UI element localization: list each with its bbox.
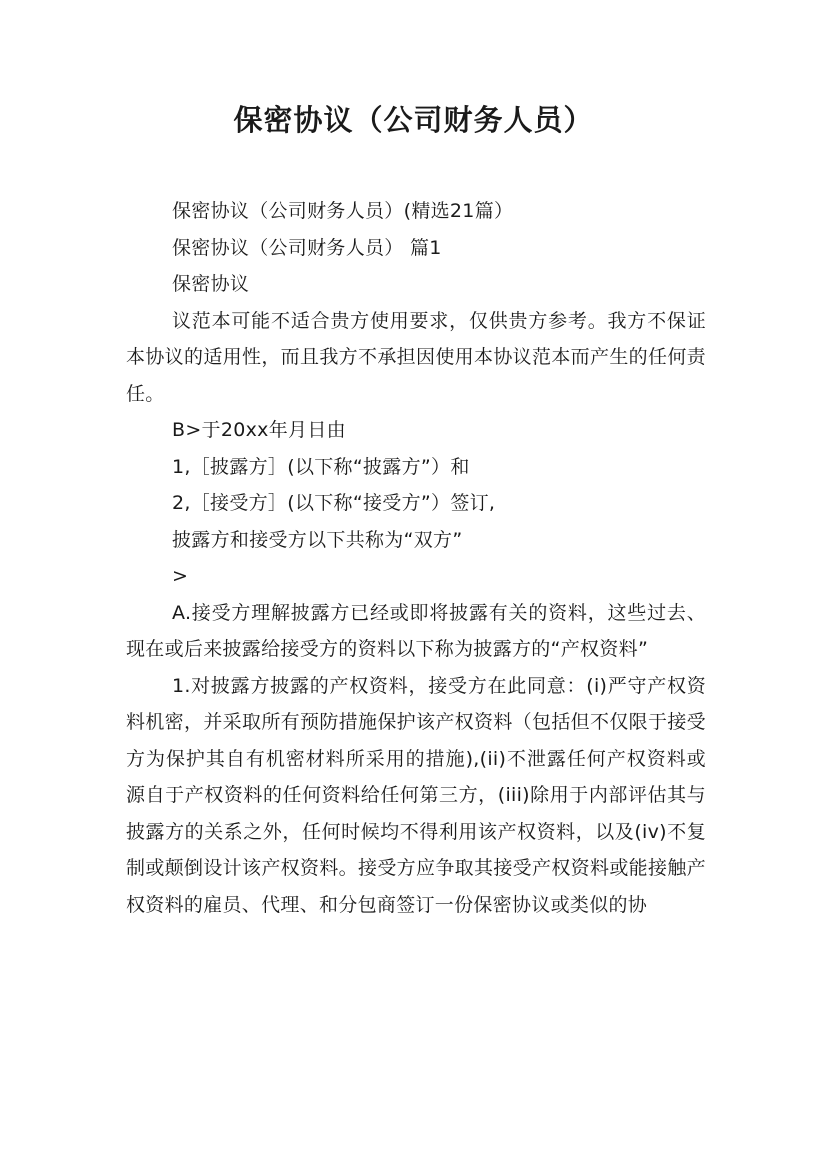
paragraph-parties-definition: 披露方和接受方以下共称为“双方” xyxy=(172,528,463,551)
paragraph-receiving-party: 2,［接受方］(以下称“接受方”）签订, xyxy=(172,492,496,514)
document-title: 保密协议（公司财务人员） xyxy=(233,103,594,137)
document-body xyxy=(126,193,706,923)
paragraph-date-line: B>于20xx年月日由 xyxy=(172,419,346,441)
paragraph-section-heading: 保密协议（公司财务人员） 篇1 xyxy=(172,236,442,259)
paragraph-recital-a: A.接受方理解披露方已经或即将披露有关的资料，这些过去、现在或后来披露给接受方的资料以下称为披露方的“产权资料” xyxy=(126,601,706,660)
paragraph-subtitle: 保密协议（公司财务人员）(精选21篇） xyxy=(172,200,514,222)
paragraph-disclaimer: 议范本可能不适合贵方使用要求，仅供贵方参考。我方不保证本协议的适用性，而且我方不承担因使用本协议范本而产生的任何责任。 xyxy=(126,309,706,405)
paragraph-disclosing-party: 1,［披露方］(以下称“披露方”）和 xyxy=(172,455,470,478)
paragraph-clause-1: 1.对披露方披露的产权资料，接受方在此同意：(i)严守产权资料机密，并采取所有预防措施保护该产权资料（包括但不仅限于接受方为保护其自有机密材料所采用的措施),(ii)不泄露任何产权资料或源自于产权资料的任何资料给任何第三方，(iii)除用于内部评估其与披露方的关系之外，任何时候均不得利用该产权资料，以及(iv)不复制或颠倒设计该产权资料。接受方应争取其接受产权资料或能接触产权资料的雇员、代理、和分包商签订一份保密协议或类似的协 xyxy=(126,674,706,916)
paragraph-marker: > xyxy=(172,565,189,587)
paragraph-agreement-name: 保密协议 xyxy=(172,273,250,295)
